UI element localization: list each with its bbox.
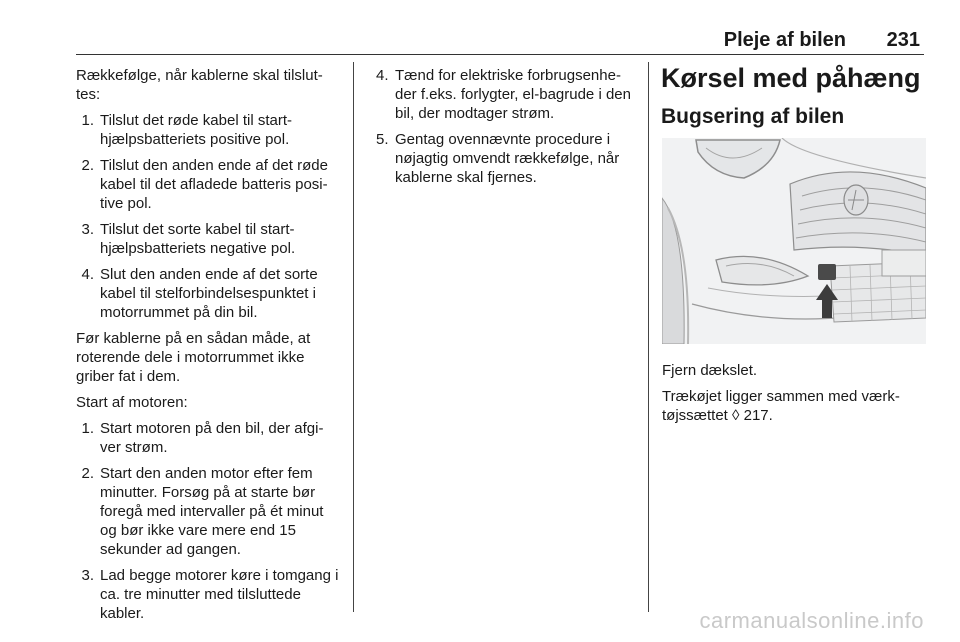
start-steps-list — [76, 419, 340, 623]
list-number: 5. — [376, 131, 389, 148]
list-text: Tilslut den anden ende af det røde kabel til det afladede batteris posi-tive pol. — [100, 157, 328, 212]
list-text: Slut den anden ende af det sorte kabel til stelforbindelsespunktet i motorrummet på din bil. — [100, 266, 318, 321]
list-item — [76, 265, 340, 322]
list-number: 1. — [81, 420, 94, 437]
page-reference-icon: ◊ — [732, 407, 740, 424]
list-number: 4. — [81, 266, 94, 283]
list-item — [76, 111, 340, 149]
car-front-bumper-cover-illustration — [662, 138, 926, 344]
header-title: Pleje af bilen — [723, 29, 846, 51]
start-heading: Start af motoren: — [76, 394, 188, 411]
list-item — [376, 66, 636, 123]
list-text: Gentag ovennævnte procedure i nøjagtig omvendt rækkefølge, når kablerne skal fjernes. — [395, 131, 620, 186]
continued-steps-list — [376, 66, 636, 187]
list-text: Tilslut det røde kabel til start-hjælpsbatteriets positive pol. — [100, 112, 293, 148]
list-text: Tænd for elektriske forbrugsenhe-der f.eks. forlygter, el-bagrude i den bil, der modtager strøm. — [395, 67, 631, 122]
header-divider — [76, 54, 924, 55]
tow-eye-note — [662, 387, 926, 425]
list-text: Start den anden motor efter fem minutter. Forsøg på at starte bør foregå med intervaller på ét minut og bør ikke vare mere end 15 sekunder ad gangen. — [100, 465, 324, 558]
list-item — [76, 566, 340, 623]
list-text: Lad begge motorer køre i tomgang i ca. tre minutter med tilsluttede kabler. — [100, 567, 339, 622]
list-item — [76, 156, 340, 213]
figure-caption: Fjern dækslet. — [662, 362, 758, 379]
tow-eye-text: Trækøjet ligger sammen med værk-tøjssættet — [662, 388, 900, 424]
cable-warning: Før kablerne på en sådan måde, at roterende dele i motorrummet ikke griber fat i dem. — [76, 330, 311, 385]
page-header — [76, 28, 924, 52]
list-number: 3. — [81, 221, 94, 238]
list-number: 1. — [81, 112, 94, 129]
subsection-title: Bugsering af bilen — [661, 105, 845, 128]
bumper-illustration-svg — [662, 138, 926, 344]
column-divider-1 — [353, 62, 354, 612]
list-text: Start motoren på den bil, der afgi-ver strøm. — [100, 420, 324, 456]
list-number: 3. — [81, 567, 94, 584]
page-number: 231 — [886, 29, 920, 51]
list-number: 2. — [81, 465, 94, 482]
watermark: carmanualsonline.info — [699, 608, 924, 633]
column-left — [76, 66, 340, 630]
list-number: 2. — [81, 157, 94, 174]
page-reference-number[interactable]: 217. — [743, 407, 773, 424]
column-right — [661, 63, 926, 432]
list-item — [76, 464, 340, 559]
list-item — [376, 130, 636, 187]
connect-intro: Rækkefølge, når kablerne skal tilslut-tes: — [76, 67, 323, 103]
list-item — [76, 220, 340, 258]
list-item — [76, 419, 340, 457]
list-text: Tilslut det sorte kabel til start-hjælpsbatteriets negative pol. — [100, 221, 296, 257]
connect-steps-list — [76, 111, 340, 322]
list-number: 4. — [376, 67, 389, 84]
section-title: Kørsel med påhæng — [661, 63, 921, 93]
column-divider-2 — [648, 62, 649, 612]
column-middle — [376, 66, 636, 194]
